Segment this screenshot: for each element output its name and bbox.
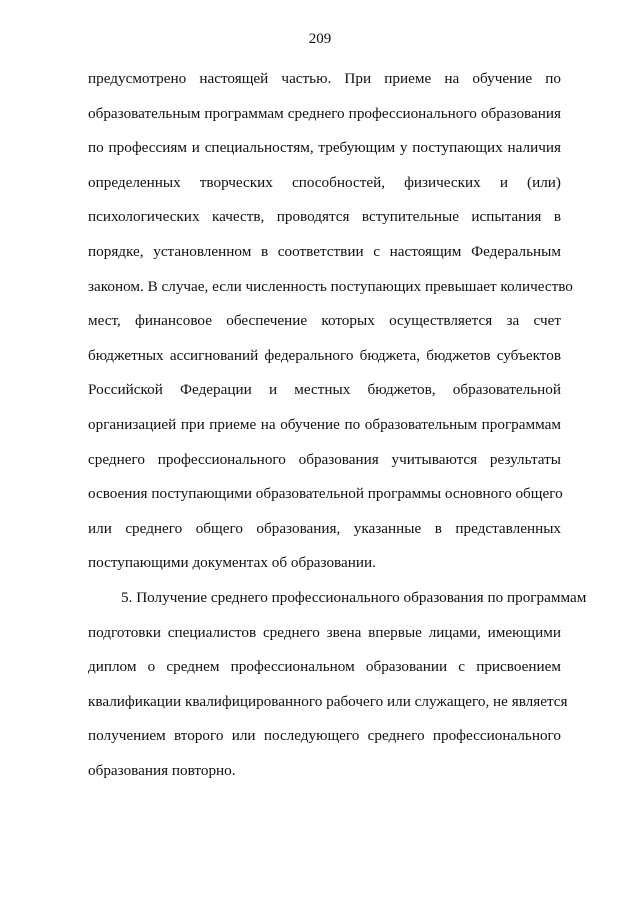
text-line: среднего профессионального образования учитываются результаты	[88, 450, 561, 468]
text-line: предусмотрено настоящей частью. При приеме на обучение по	[88, 70, 561, 87]
text-line: порядке, установленном в соответствии с настоящим Федеральным	[88, 242, 561, 260]
text-line: бюджетных ассигнований федерального бюджета, бюджетов субъектов	[88, 346, 561, 364]
text-line: диплом о среднем профессиональном образовании с присвоением	[88, 658, 561, 676]
text-line: организацией при приеме на обучение по образовательным программам	[88, 415, 561, 433]
text-line: поступающими документах об образовании.	[88, 554, 376, 572]
text-line: квалификации квалифицированного рабочего или служащего, не является	[88, 692, 568, 710]
text-line: мест, финансовое обеспечение которых осуществляется за счет	[88, 312, 561, 330]
text-line: психологических качеств, проводятся вступительные испытания в	[88, 208, 561, 226]
text-line: по профессиям и специальностям, требующим у поступающих наличия	[88, 139, 561, 157]
text-line: определенных творческих способностей, физических и (или)	[88, 173, 561, 191]
text-line: подготовки специалистов среднего звена впервые лицами, имеющими	[88, 623, 561, 641]
text-line: освоения поступающими образовательной программы основного общего	[88, 485, 563, 503]
page-number: 209	[308, 31, 332, 47]
text-line: Российской Федерации и местных бюджетов, образовательной	[88, 381, 561, 399]
text-line: или среднего общего образования, указанные в представленных	[88, 519, 561, 537]
text-line: 5. Получение среднего профессионального образования по программам	[121, 589, 587, 606]
paragraph-1	[88, 70, 573, 589]
text-line: образования повторно.	[88, 761, 236, 779]
text-line: получением второго или последующего среднего профессионального	[88, 727, 561, 745]
text-line: образовательным программам среднего профессионального образования	[88, 104, 561, 122]
text-line: законом. В случае, если численность поступающих превышает количество	[88, 277, 573, 295]
paragraph-2	[88, 589, 587, 797]
